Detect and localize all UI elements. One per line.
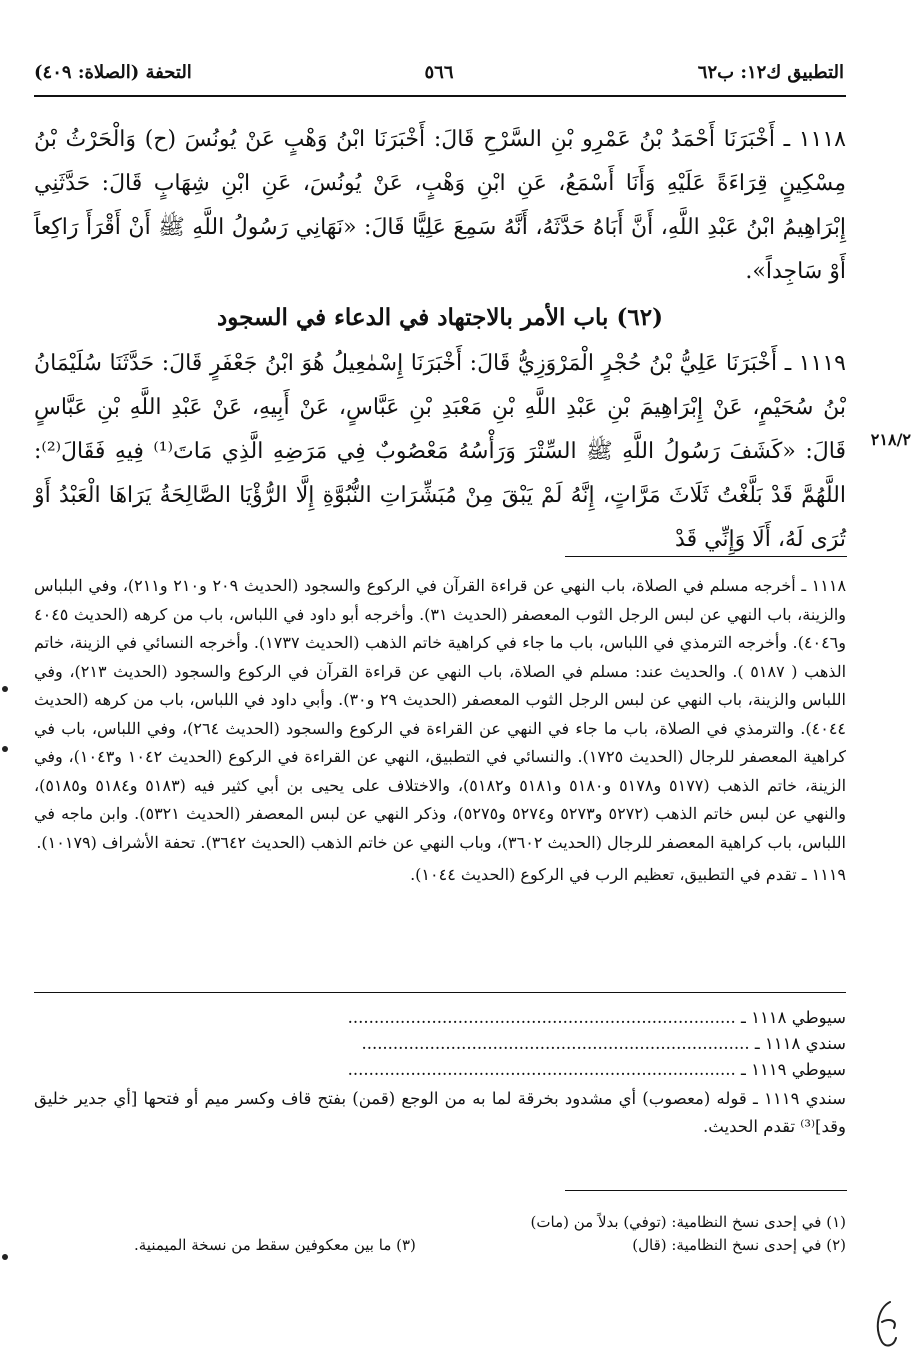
- commentary-label-sindi-1118: سندي ١١١٨ ـ: [754, 1034, 846, 1053]
- commentary-line: [34, 1005, 846, 1031]
- handwritten-mark: [868, 1298, 908, 1350]
- footnote-1119: ١١١٩ ـ تقدم في التطبيق، تعظيم الرب في الركوع (الحديث ١٠٤٤).: [410, 865, 846, 884]
- header-tuhfa-ref: التحفة (الصلاة: ٤٠٩): [34, 62, 192, 83]
- takhrij-footnotes: [34, 572, 846, 894]
- commentary-section: [34, 1005, 846, 1141]
- commentary-label-suyuti-1119: سيوطي ١١١٩ ـ: [740, 1060, 846, 1079]
- dotted-leader: ..........................................................................: [361, 1034, 750, 1053]
- header-divider: [34, 95, 846, 97]
- chapter-heading: (٦٢) باب الأمر بالاجتهاد في الدعاء في السجود: [217, 304, 663, 331]
- main-text: [34, 118, 846, 562]
- commentary-line: [34, 1031, 846, 1057]
- page-number: ٥٦٦: [424, 62, 454, 83]
- header-chapter-ref: التطبيق ك١٢: ب٦٢: [697, 62, 844, 83]
- margin-dot: [2, 1254, 8, 1260]
- hadith-1118: ١١١٨ ـ أَخْبَرَنَا أَحْمَدُ بْنُ عَمْرِو بْنِ السَّرْحِ قَالَ: أَخْبَرَنَا ابْنُ وَهْبٍ عَنْ يُونُسَ (ح) وَالْحَرْثُ بْنُ مِسْكِينٍ قِرَاءَةً عَلَيْهِ وَأَنَا أَسْمَعُ، عَنِ ابْنِ وَهْبٍ، عَنْ يُونُسَ، عَنِ ابْنِ شِهَابٍ قَالَ: حَدَّثَنِي إِبْرَاهِيمُ ابْنُ عَبْدِ اللَّهِ، أَنَّ أَبَاهُ حَدَّثَهُ، أَنَّهُ سَمِعَ عَلِيًّا قَالَ: «نَهَانِي رَسُولُ اللَّهِ ﷺ أَنْ أَقْرَأَ رَاكِعاً أَوْ سَاجِداً».: [34, 127, 846, 284]
- margin-reference: ٢١٨/٢: [870, 430, 911, 449]
- notes-divider: [565, 1190, 847, 1191]
- note-2: (٢) في إحدى نسخ النظامية: (قال): [632, 1236, 846, 1254]
- dotted-leader: ..........................................................................: [347, 1060, 736, 1079]
- running-header: [34, 60, 844, 92]
- margin-dot: [2, 746, 8, 752]
- dotted-leader: ..........................................................................: [347, 1008, 736, 1027]
- commentary-label-suyuti-1118: سيوطي ١١١٨ ـ: [740, 1008, 846, 1027]
- commentary-divider: [34, 992, 846, 993]
- note-3: (٣) ما بين معكوفين سقط من نسخة الميمنية.: [134, 1236, 416, 1254]
- footnote-1118: ١١١٨ ـ أخرجه مسلم في الصلاة، باب النهي عن قراءة القرآن في الركوع والسجود (الحديث ٢٠٩ و٢١٠ و٢١١)، وفي البلباس والزينة، باب النهي عن لبس الرجل الثوب المعصفر (الحديث ٣١). وأخرجه أبو داود في اللباس، باب من كرهه (الحديث ٤٠٤٥ و٤٠٤٦). وأخرجه الترمذي في اللباس، باب ما جاء في كراهية خاتم الذهب (الحديث ١٧٣٧). وأخرجه النسائي في الزينة، خاتم الذهب ( ٥١٨٧ ). والحديث عند: مسلم في الصلاة، باب النهي عن قراءة القرآن في الركوع والسجود (الحديث ٢١٣)، وفي اللباس والزينة، باب النهي عن لبس الرجل الثوب المعصفر (الحديث ٢٩ و٣٠). وأبي داود في اللباس، باب من كرهه (الحديث ٤٠٤٤). والترمذي في الصلاة، باب ما جاء في النهي عن القراءة في الركوع والسجود (الحديث ٢٦٤)، وفي اللباس، باب في كراهية المعصفر للرجال (الحديث ١٧٢٥). والنسائي في التطبيق، النهي عن القراءة في الركوع (الحديث ١٠٤٢ و١٠٤٣)، وفي الزينة، خاتم الذهب (٥١٧٧ و٥١٧٨ و٥١٨٠ و٥١٨١ و٥١٨٢)، والاختلاف على يحيى بن أبي كثير فيه (٥١٨٣ و٥١٨٤ و٥١٨٥)، والنهي عن لبس خاتم الذهب (٥٢٧٢ و٥٢٧٣ و٥٢٧٤ و٥٢٧٥)، وذكر النهي عن لبس المعصفر (الحديث ٥٣٢١). وابن ماجه في اللباس، باب كراهية المعصفر للرجال (الحديث ٣٦٠٢)، وباب النهي عن خاتم الذهب (الحديث ٣٦٤٢). تحفة الأشراف (١٠١٧٩).: [34, 576, 847, 852]
- hadith-1119: ١١١٩ ـ أَخْبَرَنَا عَلِيُّ بْنُ حُجْرٍ الْمَرْوَزِيُّ قَالَ: أَخْبَرَنَا إِسْمٰعِيلُ هُوَ ابْنُ جَعْفَرٍ قَالَ: حَدَّثَنَا سُلَيْمَانُ بْنُ سُحَيْمٍ، عَنْ إِبْرَاهِيمَ بْنِ عَبْدِ اللَّهِ بْنِ مَعْبَدِ بْنِ عَبَّاسٍ، عَنْ أَبِيهِ، عَنْ عَبْدِ اللَّهِ بْنِ عَبَّاسٍ قَالَ: «كَشَفَ رَسُولُ اللَّهِ ﷺ السِّتْرَ وَرَأْسُهُ مَعْصُوبٌ فِي مَرَضِهِ الَّذِي مَاتَ⁽¹⁾ فِيهِ فَقَالَ⁽²⁾: اللَّهُمَّ قَدْ بَلَّغْتُ ثَلَاثَ مَرَّاتٍ، إِنَّهُ لَمْ يَبْقَ مِنْ مُبَشِّرَاتِ النُّبُوَّةِ إِلَّا الرُّؤْيَا الصَّالِحَةُ يَرَاهَا الْعَبْدُ أَوْ تُرَى لَهُ، أَلَا وَإِنِّي قَدْ: [34, 351, 847, 552]
- note-1: (١) في إحدى نسخ النظامية: (توفي) بدلاً من (مات): [530, 1213, 846, 1231]
- commentary-line: [34, 1057, 846, 1083]
- margin-dot: [2, 686, 8, 692]
- footnote-divider: [565, 556, 847, 557]
- commentary-sindi-1119: سندي ١١١٩ ـ قوله (معصوب) أي مشدود بخرقة لما به من الوجع (قمن) بفتح قاف وكسر ميم أو فتحها [أي جدير خليق وقد]⁽³⁾ تقدم الحديث.: [34, 1089, 847, 1136]
- variant-notes: [34, 1208, 846, 1254]
- notes-row: [34, 1236, 846, 1254]
